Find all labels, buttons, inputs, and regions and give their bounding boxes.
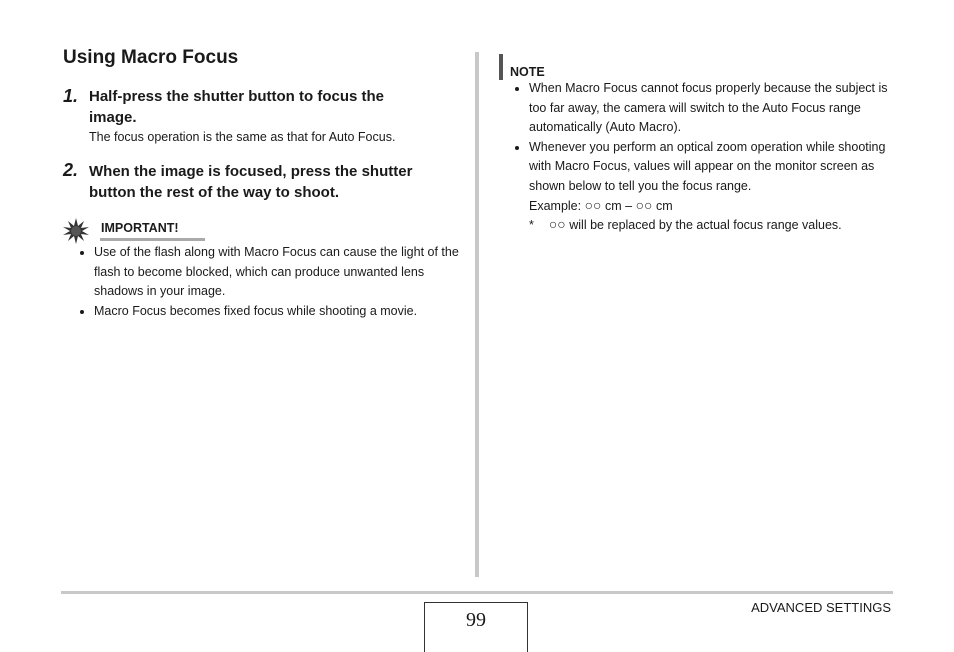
note-marker-bar: [499, 54, 503, 80]
step-2: [63, 160, 78, 181]
note-item: When Macro Focus cannot focus properly because the subject is too far away, the camera will switch to the Auto Focus range automatically (Auto Macro).: [513, 79, 893, 138]
important-item: Use of the flash along with Macro Focus can cause the light of the flash to become blocked, which can produce unwanted lens shadows in your image.: [78, 243, 463, 302]
step-1-description: The focus operation is the same as that for Auto Focus.: [89, 130, 396, 144]
note-list: [513, 79, 893, 196]
section-title: Using Macro Focus: [63, 47, 239, 68]
example-unit-1: cm –: [605, 199, 633, 213]
focus-range-example: [529, 196, 673, 217]
step-1-number: 1.: [63, 86, 79, 106]
column-divider: [475, 52, 479, 577]
important-item: Macro Focus becomes fixed focus while shooting a movie.: [78, 302, 463, 322]
footnote: [529, 215, 842, 236]
step-2-title-line-1: When the image is focused, press the shutter: [89, 163, 413, 180]
placeholder-circles: ○○: [635, 197, 653, 213]
footnote-text: will be replaced by the actual focus range values.: [569, 218, 842, 232]
example-unit-2: cm: [655, 199, 673, 213]
footer-section-name: ADVANCED SETTINGS: [751, 600, 891, 615]
page-number: 99: [466, 609, 486, 631]
starburst-icon: [63, 218, 89, 244]
note-label: NOTE: [510, 65, 545, 79]
step-1-title-line-2: image.: [89, 109, 137, 126]
footnote-marker: *: [529, 218, 534, 232]
step-1-title: [89, 86, 459, 128]
step-2-number: 2.: [63, 160, 79, 180]
important-underline: [100, 238, 205, 241]
important-list: [78, 243, 463, 321]
important-label: IMPORTANT!: [101, 221, 179, 235]
example-prefix: Example:: [529, 199, 582, 213]
placeholder-circles: ○○: [584, 197, 602, 213]
step-1: [63, 86, 78, 107]
footer-rule: [61, 591, 893, 594]
placeholder-circles: ○○: [548, 216, 566, 232]
step-2-title: [89, 161, 469, 203]
step-1-title-line-1: Half-press the shutter button to focus the: [89, 88, 385, 105]
note-item: Whenever you perform an optical zoom operation while shooting with Macro Focus, values will appear on the monitor screen as shown below to tell you the focus range.: [513, 138, 893, 197]
step-2-title-line-2: button the rest of the way to shoot.: [89, 184, 339, 201]
